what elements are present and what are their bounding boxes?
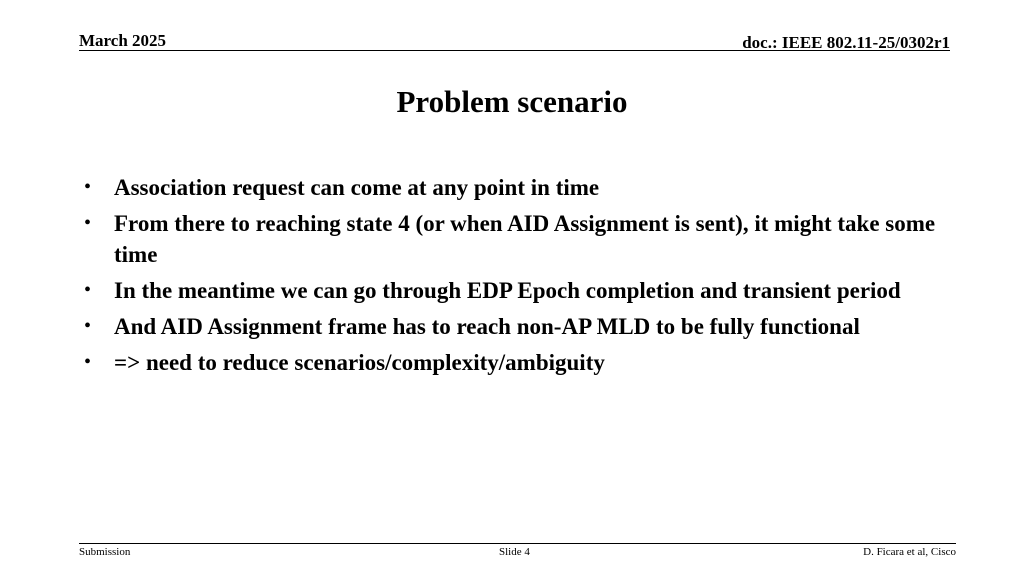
bullet-marker: • (84, 176, 92, 198)
bullet-list (82, 172, 942, 383)
bullet-text: From there to reaching state 4 (or when AID Assignment is sent), it might take some time (114, 211, 936, 267)
bullet-item (82, 311, 942, 342)
header-doc-id: doc.: IEEE 802.11-25/0302r1 (742, 33, 950, 52)
footer-slide-number: Slide 4 (499, 546, 530, 558)
bullet-item (82, 347, 942, 378)
bullet-marker: • (84, 351, 92, 373)
bullet-text: And AID Assignment frame has to reach non-AP MLD to be fully functional (114, 314, 860, 339)
bullet-item (82, 172, 942, 203)
footer-divider (79, 543, 956, 544)
bullet-item (82, 275, 942, 306)
bullet-marker: • (84, 315, 92, 337)
slide-title: Problem scenario (396, 84, 628, 119)
header-date: March 2025 (79, 31, 167, 50)
bullet-marker: • (84, 279, 92, 301)
bullet-text: In the meantime we can go through EDP Epoch completion and transient period (114, 278, 901, 303)
bullet-item (82, 208, 942, 270)
bullet-marker: • (84, 212, 92, 234)
bullet-text: Association request can come at any point in time (114, 175, 600, 200)
header-divider (79, 50, 950, 51)
footer-authors: D. Ficara et al, Cisco (863, 546, 956, 558)
bullet-text: => need to reduce scenarios/complexity/ambiguity (114, 350, 605, 375)
footer-submission: Submission (79, 546, 131, 558)
